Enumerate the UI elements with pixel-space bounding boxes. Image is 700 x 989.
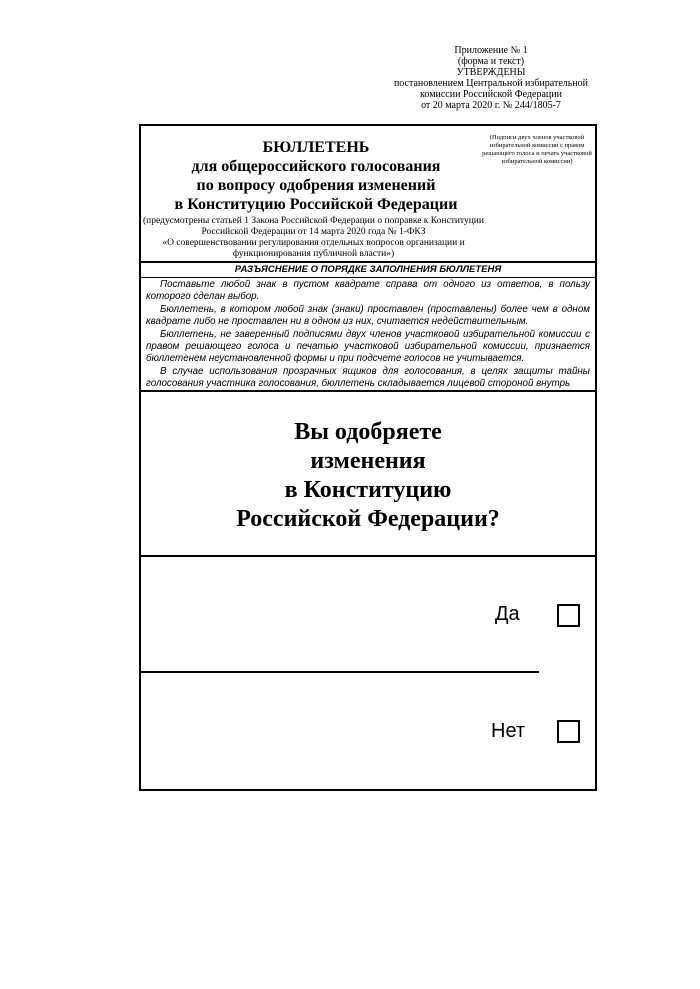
instruction-paragraph: Поставьте любой знак в пустом квадрате справа от одного из ответов, в пользу которого сделан выбор. [146,279,590,302]
law-line: функционирования публичной власти») [232,249,395,259]
title-line: для общероссийского голосования [191,158,441,175]
title-line: по вопросу одобрения изменений [196,177,436,194]
approval-line: УТВЕРЖДЕНЫ [456,67,526,78]
law-line: Российской Федерации от 14 марта 2020 года № 1-ФКЗ [201,227,426,237]
approval-line: от 20 марта 2020 г. № 244/1805-7 [421,100,561,111]
answer-no-checkbox[interactable] [557,720,580,743]
instruction-paragraph: В случае использования прозрачных ящиков для голосования, в целях защиты тайны голосования участника голосования, бюллетень складывается лицевой стороной внутрь [146,366,590,389]
instruction-paragraph: Бюллетень, в котором любой знак (знаки) проставлен (проставлены) более чем в одном квадрате либо не проставлен ни в одном из них, считается недействительным. [146,304,590,327]
question-line: Российской Федерации? [236,506,500,532]
law-reference [141,216,486,260]
instruction-paragraph: Бюллетень, не заверенный подписями двух членов участковой избирательной комиссии с правом решающего голоса и печатью участковой избирательной комиссии, признается бюллетенем неустановленной формы и при подсчете голосов не учитывается. [146,329,590,364]
ballot-title [151,138,481,214]
answer-separator [141,671,539,673]
question-line: изменения [310,448,426,474]
question-line: в Конституцию [284,477,452,503]
question [141,418,595,534]
title-line: в Конституцию Российской Федерации [174,196,458,213]
instructions-heading: РАЗЪЯСНЕНИЕ О ПОРЯДКЕ ЗАПОЛНЕНИЯ БЮЛЛЕТЕНЯ [141,263,595,278]
approval-line: комиссии Российской Федерации [420,89,562,100]
approval-note [380,45,602,111]
instructions [146,279,590,391]
ballot [139,124,597,791]
law-line: «О совершенствовании регулирования отдельных вопросов организации и [162,238,465,248]
law-line: (предусмотрены статьей 1 Закона Российской Федерации о поправке к Конституции [143,216,484,226]
answer-no-label: Нет [491,720,526,742]
approval-line: постановлением Центральной избирательной [393,78,589,89]
title-line: БЮЛЛЕТЕНЬ [262,139,370,156]
ballot-header [141,126,595,263]
approval-line: Приложение № 1 [454,45,528,56]
answer-yes-label: Да [495,603,520,625]
answer-yes-checkbox[interactable] [557,604,580,627]
signatures-area: (Подписи двух членов участковой избирательной комиссии с правом решающего голоса и печать участковой избирательной комиссии) [482,134,592,165]
question-section [141,390,595,557]
approval-line: (форма и текст) [457,56,525,67]
question-line: Вы одобряете [294,419,442,445]
